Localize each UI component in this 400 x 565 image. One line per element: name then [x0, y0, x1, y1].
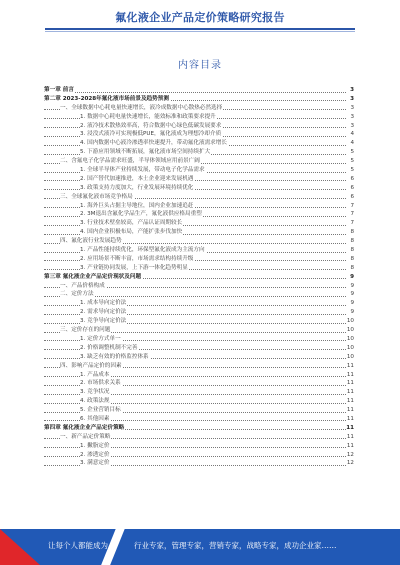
toc-entry-page: 11 — [346, 380, 354, 387]
toc-entry-label: 三、定价存在的问题 — [60, 327, 111, 334]
toc-entry-page: 11 — [346, 398, 354, 405]
toc-entry-label: 1. 全球半导体产业持续发展，带动电子化学品需求 — [80, 167, 205, 174]
toc-entry[interactable] — [44, 113, 354, 122]
toc-entry-page: 11 — [346, 371, 354, 378]
toc-entry-page: 8 — [346, 264, 354, 273]
toc-entry-page: 10 — [346, 318, 354, 325]
toc-entry-label: 3. 竞争导向定价法 — [80, 318, 127, 325]
toc-entry-label: 3. 行业技术壁垒较高，产品认证周期较长 — [80, 220, 183, 227]
toc-entry-page: 3 — [346, 104, 354, 113]
toc-entry-page: 10 — [346, 335, 354, 342]
toc-entry-page: 7 — [346, 219, 354, 228]
toc-entry-page: 3 — [346, 95, 354, 104]
toc-entry-page: 9 — [346, 290, 354, 299]
page-footer — [0, 529, 400, 565]
toc-entry-label: 3. 竞争状况 — [80, 389, 110, 396]
toc-entry[interactable] — [44, 442, 354, 451]
toc-entry-page: 11 — [346, 442, 354, 449]
toc-entry-page: 9 — [346, 308, 354, 317]
toc-entry-page: 9 — [346, 273, 354, 282]
toc-entry-page: 10 — [346, 327, 354, 334]
toc-entry-page: 10 — [346, 344, 354, 351]
toc-entry-label: 二、定价方法 — [60, 291, 94, 298]
toc-entry-page: 11 — [346, 433, 354, 440]
toc-entry-label: 3. 浸没式液冷可实现极低PUE，氟化液成为理想冷却介质 — [80, 131, 222, 138]
toc-entry-page: 3 — [346, 122, 354, 131]
toc-entry-page: 5 — [346, 157, 354, 166]
toc-entry-label: 2. 市场供求关系 — [80, 380, 121, 387]
toc-entry-label: 3. 政策支持力度加大，行业发展环境持续优化 — [80, 184, 194, 191]
toc-entry-label: 二、含氟电子化学品需求旺盛，半导体领域应用前景广阔 — [60, 158, 200, 165]
toc-entry[interactable] — [44, 246, 354, 255]
toc-entry[interactable] — [44, 95, 354, 104]
toc-entry[interactable] — [44, 148, 354, 157]
toc-entry-page: 4 — [346, 130, 354, 139]
toc-title: 内容目录 — [178, 60, 222, 71]
toc-entry-page: 6 — [346, 184, 354, 193]
toc-entry-page: 11 — [346, 389, 354, 396]
toc-entry-label: 2. 应用场景不断丰富，市场需求结构持续升级 — [80, 255, 194, 262]
toc-entry-label: 2. 渗透定价 — [80, 451, 110, 458]
toc-entry[interactable] — [44, 237, 354, 246]
toc-entry-page: 3 — [346, 113, 354, 122]
toc-entry-label: 3. 缺乏有效的价格监控体系 — [80, 353, 149, 360]
toc-entry-page: 5 — [346, 166, 354, 175]
toc-entry-label: 四、影响产品定价的因素 — [60, 362, 122, 369]
toc-entry[interactable] — [44, 282, 354, 291]
toc-entry-page: 8 — [346, 237, 354, 246]
toc-entry[interactable] — [44, 335, 354, 344]
toc-entry-page: 8 — [346, 246, 354, 255]
toc-entry[interactable] — [44, 415, 354, 424]
toc-entry[interactable] — [44, 388, 354, 397]
toc-entry[interactable] — [44, 459, 354, 468]
table-of-contents — [44, 86, 354, 468]
toc-entry[interactable] — [44, 326, 354, 335]
toc-entry[interactable] — [44, 130, 354, 139]
toc-entry-page: 12 — [346, 460, 354, 467]
toc-entry-page: 7 — [346, 202, 354, 211]
toc-entry[interactable] — [44, 228, 354, 237]
toc-entry[interactable] — [44, 139, 354, 148]
toc-entry[interactable] — [44, 308, 354, 317]
toc-entry[interactable] — [44, 317, 354, 326]
toc-entry[interactable] — [44, 406, 354, 415]
toc-entry-label: 2. 价格调整机制不完善 — [80, 344, 138, 351]
toc-entry[interactable] — [44, 290, 354, 299]
toc-entry-label: 6. 其他因素 — [80, 415, 110, 422]
toc-entry-page: 4 — [346, 139, 354, 148]
toc-entry[interactable] — [44, 193, 354, 202]
toc-entry[interactable] — [44, 184, 354, 193]
toc-entry-label: 一、新产品定价策略 — [60, 433, 111, 440]
toc-entry[interactable] — [44, 299, 354, 308]
toc-entry-label: 2. 国产替代加速推进，本土企业迎来发展机遇 — [80, 175, 194, 182]
header-rule-thin — [45, 31, 355, 32]
toc-entry[interactable] — [44, 273, 354, 282]
toc-entry-label: 4. 国内企业积极布局，产能扩张步伐加快 — [80, 229, 183, 236]
toc-entry-page: 12 — [346, 451, 354, 458]
toc-entry[interactable] — [44, 397, 354, 406]
header-rule — [45, 28, 355, 30]
toc-entry[interactable] — [44, 379, 354, 388]
toc-entry[interactable] — [44, 86, 354, 95]
toc-entry-page: 11 — [346, 424, 354, 431]
toc-entry-page: 10 — [346, 353, 354, 360]
toc-entry-page: 3 — [346, 86, 354, 95]
footer-red-corner — [0, 529, 40, 565]
toc-entry-label: 一、全球数据中心耗电量快速增长，液冷成数据中心散热必然选择 — [60, 104, 223, 111]
toc-entry[interactable] — [44, 451, 354, 460]
toc-entry-label: 1. 产品成本 — [80, 371, 110, 378]
toc-entry-label: 2. 3M退出含氟化学品生产，氟化液供应格局重塑 — [80, 211, 202, 218]
dot-leader — [44, 92, 346, 93]
toc-entry-label: 三、全球氟化液市场竞争格局 — [60, 193, 133, 200]
toc-entry-page: 11 — [346, 362, 354, 369]
toc-entry-page: 8 — [346, 255, 354, 264]
toc-entry-label: 一、产品价格构成 — [60, 282, 105, 289]
toc-entry-label: 四、氟化液行业发展趋势 — [60, 238, 122, 245]
toc-entry-page: 11 — [346, 415, 354, 422]
toc-entry-label: 1. 成本导向定价法 — [80, 300, 127, 307]
page-header — [0, 0, 400, 36]
toc-entry-label: 5. 下游应用领域不断拓展，氟化液市场空间持续扩大 — [80, 149, 211, 156]
toc-entry-label: 第四章 氟化液企业产品定价策略 — [44, 424, 125, 431]
toc-entry[interactable] — [44, 264, 354, 273]
toc-entry[interactable] — [44, 353, 354, 362]
footer-slogan-right: 行业专家，管理专家，营销专家，战略专家，成功企业家…… — [134, 541, 337, 550]
toc-entry-label: 4. 国内数据中心液冷渗透率快速提升，带动氟化液需求增长 — [80, 140, 227, 147]
toc-entry[interactable] — [44, 362, 354, 371]
toc-entry-label: 1. 数据中心耗电量快速增长，能效标准和政策要求提升 — [80, 113, 216, 120]
toc-entry[interactable] — [44, 122, 354, 131]
toc-entry-page: 5 — [346, 148, 354, 157]
toc-entry[interactable] — [44, 219, 354, 228]
toc-entry-label: 第一章 前言 — [44, 87, 74, 93]
toc-entry[interactable] — [44, 104, 354, 113]
toc-entry[interactable] — [44, 175, 354, 184]
toc-entry[interactable] — [44, 371, 354, 380]
report-title: 氟化液企业产品定价策略研究报告 — [115, 11, 285, 24]
toc-entry-label: 1. 产品性能持续优化，环保型氟化液成为主流方向 — [80, 247, 205, 254]
toc-entry-label: 1. 海外巨头占据主导地位，国内企业加速追赶 — [80, 202, 194, 209]
toc-entry[interactable] — [44, 202, 354, 211]
toc-entry[interactable] — [44, 255, 354, 264]
toc-entry-label: 1. 撇脂定价 — [80, 442, 110, 449]
toc-entry-label: 1. 定价方式单一 — [80, 335, 121, 342]
toc-entry-page: 9 — [346, 282, 354, 291]
toc-entry[interactable] — [44, 344, 354, 353]
toc-entry[interactable] — [44, 210, 354, 219]
toc-entry-label: 第三章 氟化液企业产品定价现状及问题 — [44, 273, 142, 280]
toc-entry-label: 2. 液冷技术散热效率高，符合数据中心绿色低碳发展要求 — [80, 122, 222, 129]
toc-entry-page: 9 — [346, 299, 354, 308]
toc-entry-page: 6 — [346, 193, 354, 202]
toc-entry[interactable] — [44, 424, 354, 433]
toc-entry-page: 11 — [346, 407, 354, 414]
footer-slogan-left: 让每个人都能成为 — [48, 541, 108, 550]
toc-entry-page: 8 — [346, 228, 354, 237]
toc-entry-label: 4. 政策法规 — [80, 398, 110, 405]
toc-entry-label: 第二章 2023-2028年氟化液市场前景及趋势预测 — [44, 95, 169, 102]
toc-entry-page: 7 — [346, 210, 354, 219]
toc-entry-label: 2. 需求导向定价法 — [80, 309, 127, 316]
toc-entry-label: 5. 企业营销目标 — [80, 407, 121, 414]
toc-entry-label: 3. 产业链协同发展，上下游一体化趋势明显 — [80, 264, 188, 271]
toc-entry[interactable] — [44, 166, 354, 175]
toc-entry[interactable] — [44, 157, 354, 166]
toc-entry[interactable] — [44, 433, 354, 442]
toc-entry-label: 3. 满意定价 — [80, 460, 110, 467]
toc-entry-page: 6 — [346, 175, 354, 184]
